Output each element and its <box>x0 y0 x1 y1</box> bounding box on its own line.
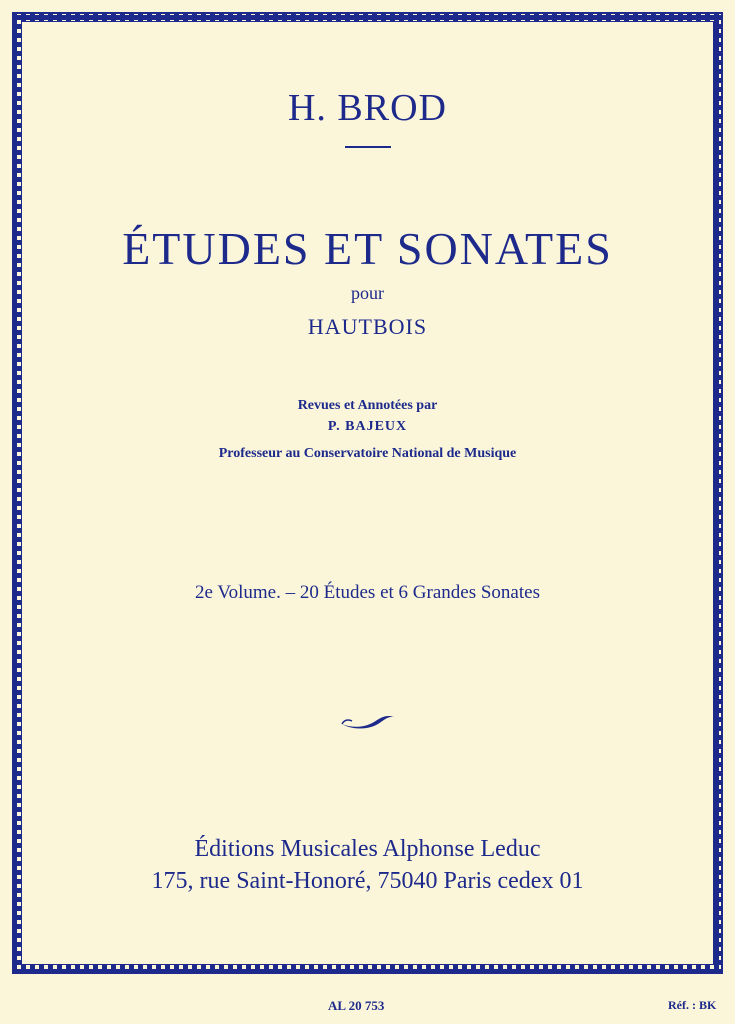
reference-code: Réf. : BK <box>668 998 717 1012</box>
publisher-name: Éditions Musicales Alphonse Leduc <box>194 836 541 862</box>
catalog-number: AL 20 753 <box>328 998 385 1013</box>
composer-name: H. BROD <box>287 87 448 129</box>
editor-name: P. BAJEUX <box>327 419 408 434</box>
publisher-address: 175, rue Saint-Honoré, 75040 Paris cedex 01 <box>151 868 584 894</box>
instrument-name: HAUTBOIS <box>307 314 428 339</box>
inner-border <box>21 21 714 965</box>
swash-ornament-icon <box>338 708 398 732</box>
revised-by-label: Revues et Annotées par <box>297 398 438 413</box>
work-title: ÉTUDES ET SONATES <box>122 223 613 274</box>
editor-title: Professeur au Conservatoire National de Musique <box>218 446 517 461</box>
pour-label: pour <box>351 283 384 303</box>
volume-info: 2e Volume. – 20 Études et 6 Grandes Sonates <box>195 582 540 603</box>
title-divider <box>345 146 391 148</box>
